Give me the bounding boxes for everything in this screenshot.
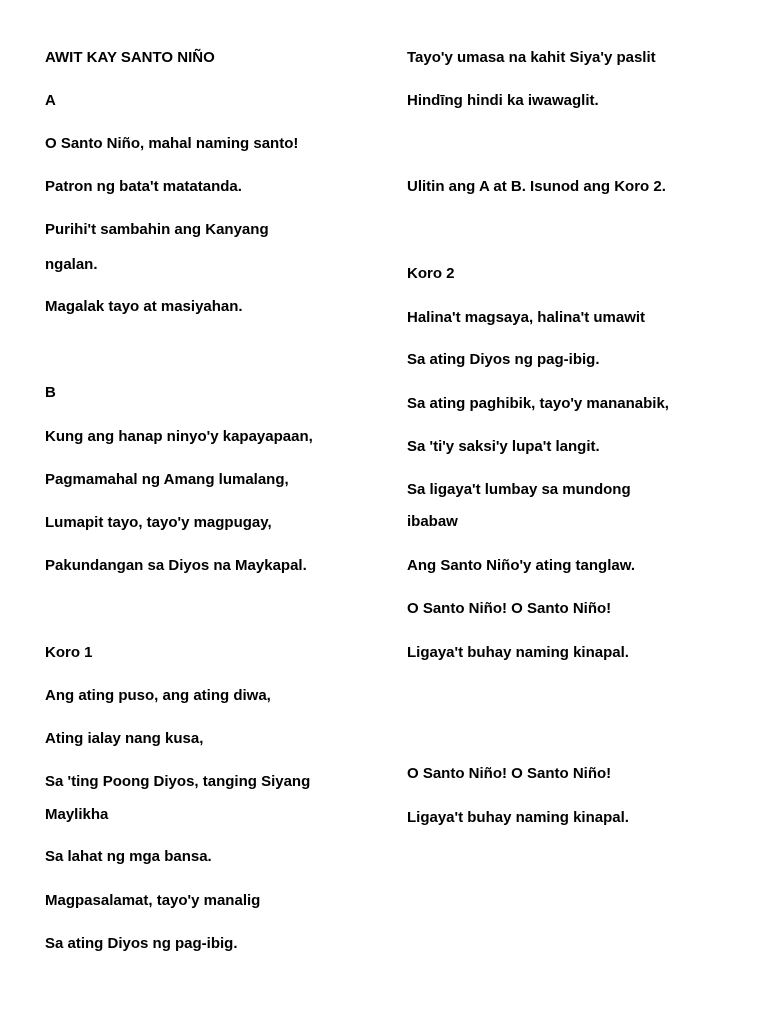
lyric-line: Sa 'ti'y saksi'y lupa't langit. [407, 438, 600, 455]
lyric-line: Magalak tayo at masiyahan. [45, 298, 243, 315]
lyric-line: Tayo'y umasa na kahit Siya'y paslit [407, 49, 656, 66]
song-title: AWIT KAY SANTO NIÑO [45, 49, 215, 66]
lyric-line: Sa ating Diyos ng pag-ibig. [407, 351, 600, 368]
lyric-line: Halina't magsaya, halina't umawit [407, 309, 646, 326]
section-label: B [45, 384, 56, 401]
lyric-line: ngalan. [45, 256, 98, 273]
lyric-line: Lumapit tayo, tayo'y magpugay, [45, 514, 272, 531]
lyric-line: Pagmamahal ng Amang lumalang, [45, 471, 289, 488]
lyric-line: O Santo Niño! O Santo Niño! [407, 600, 612, 617]
lyric-line: Sa ating Diyos ng pag-ibig. [45, 935, 238, 952]
lyric-line: Pakundangan sa Diyos na Maykapal. [45, 557, 307, 574]
lyric-line: Sa 'ting Poong Diyos, tanging Siyang [45, 773, 311, 790]
lyric-line: Magpasalamat, tayo'y manalig [45, 892, 261, 909]
lyric-line: Purihi't sambahin ang Kanyang [45, 221, 269, 238]
lyric-line: Patron ng bata't matatanda. [45, 178, 242, 195]
lyric-line: Sa ating paghibik, tayo'y mananabik, [407, 395, 669, 412]
lyric-line: Kung ang hanap ninyo'y kapayapaan, [45, 428, 313, 445]
section-label: Koro 1 [45, 644, 93, 661]
lyric-line: Sa ligaya't lumbay sa mundong [407, 481, 631, 498]
lyric-line: ibabaw [407, 513, 458, 530]
lyric-line: O Santo Niño, mahal naming santo! [45, 135, 299, 152]
lyric-line: O Santo Niño! O Santo Niño! [407, 765, 612, 782]
instruction-note: Ulitin ang A at B. Isunod ang Koro 2. [407, 178, 666, 195]
lyric-line: Ang Santo Niño'y ating tanglaw. [407, 557, 636, 574]
section-label: A [45, 92, 56, 109]
lyric-line: Hindīng hindi ka iwawaglit. [407, 92, 599, 109]
lyric-line: Ang ating puso, ang ating diwa, [45, 687, 271, 704]
lyric-line: Ligaya't buhay naming kinapal. [407, 809, 629, 826]
lyric-line: Ating ialay nang kusa, [45, 730, 204, 747]
section-label: Koro 2 [407, 265, 455, 282]
lyric-line: Maylikha [45, 806, 109, 823]
lyric-line: Sa lahat ng mga bansa. [45, 848, 212, 865]
lyric-line: Ligaya't buhay naming kinapal. [407, 644, 629, 661]
